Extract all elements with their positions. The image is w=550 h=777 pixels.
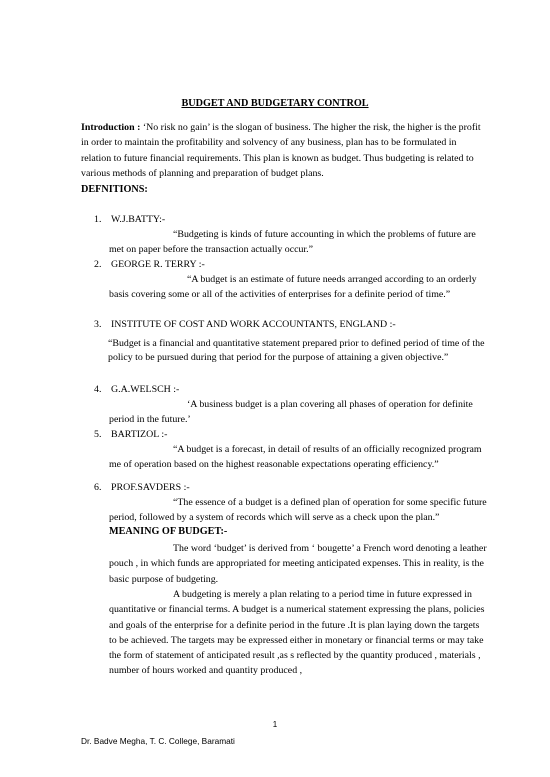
intro-text: ‘No risk no gain’ is the slogan of business. The higher the risk, the higher is the profit in order to maintain the profitability and solvency of any business, plan has to be formulated in relation to future financial requirements. This plan is known as budget. Thus budgeting is related to various methods of planning and preparation of budget plans. [81,122,481,180]
definition-number: 2. [94,259,102,270]
definition-number: 1. [94,214,102,225]
definition-text-1: “Budgeting is kinds of future accounting in which the problems of future are met on paper before the transaction actually occur.” [109,229,476,255]
meaning-paragraph-1: The word ‘budget’ is derived from ‘ bougette’ a French word denoting a leather pouch , in which funds are appropriated for meeting anticipated expenses. This in reality, is the basic purpose of budgeting. [109,543,487,585]
definition-text-3: “Budget is a financial and quantitative statement prepared prior to defined period of time of the policy to be pursued during that period for the purpose of attaining a given objective.” [108,338,485,364]
definitions-heading: DEFNITIONS: [81,184,148,195]
definition-author: G.A.WELSCH :- [111,384,180,395]
definition-author: PROF.SAVDERS :- [111,482,190,493]
intro-paragraph [81,120,481,182]
page-footer: Dr. Badve Megha, T. C. College, Baramati [81,736,235,746]
meaning-paragraph-2: A budgeting is merely a plan relating to a period time in future expressed in quantitative or financial terms. A budget is a numerical statement expressing the plans, policies and goals of the enterprise for a definite period in the future .It is plan laying down the targets to be achieved. The targets may be expressed either in monetary or financial terms or may take the form of statement of anticipated result ,as s reflected by the quantity produced , materials , number of hours worked and quantity produced , [109,589,485,677]
intro-label: Introduction : [81,122,141,133]
definition-text-2: “A budget is an estimate of future needs arranged according to an orderly basis covering some or all of the activities of enterprises for a definite period of time.” [109,274,477,300]
definition-author: W.J.BATTY:- [111,214,166,225]
definition-text-4: ‘A business budget is a plan covering all phases of operation for definite period in the future.’ [109,399,473,425]
definition-text-6: “The essence of a budget is a defined plan of operation for some specific future period, followed by a system of records which will serve as a check upon the plan.” [109,497,487,523]
definition-author: BARTIZOL :- [111,429,168,440]
document-title: BUDGET AND BUDGETARY CONTROL [181,98,369,109]
definition-number: 6. [94,482,102,493]
definition-number: 4. [94,384,102,395]
definition-author: INSTITUTE OF COST AND WORK ACCOUNTANTS, ENGLAND :- [111,319,396,330]
definition-number: 5. [94,429,102,440]
definition-author: GEORGE R. TERRY :- [111,259,205,270]
definition-text-5: “A budget is a forecast, in detail of results of an officially recognized program me of operation based on the highest reasonable expectations operating efficiency.” [109,444,482,470]
definition-number: 3. [94,319,102,330]
meaning-heading: MEANING OF BUDGET:- [109,526,228,537]
page-number: 1 [272,720,278,729]
